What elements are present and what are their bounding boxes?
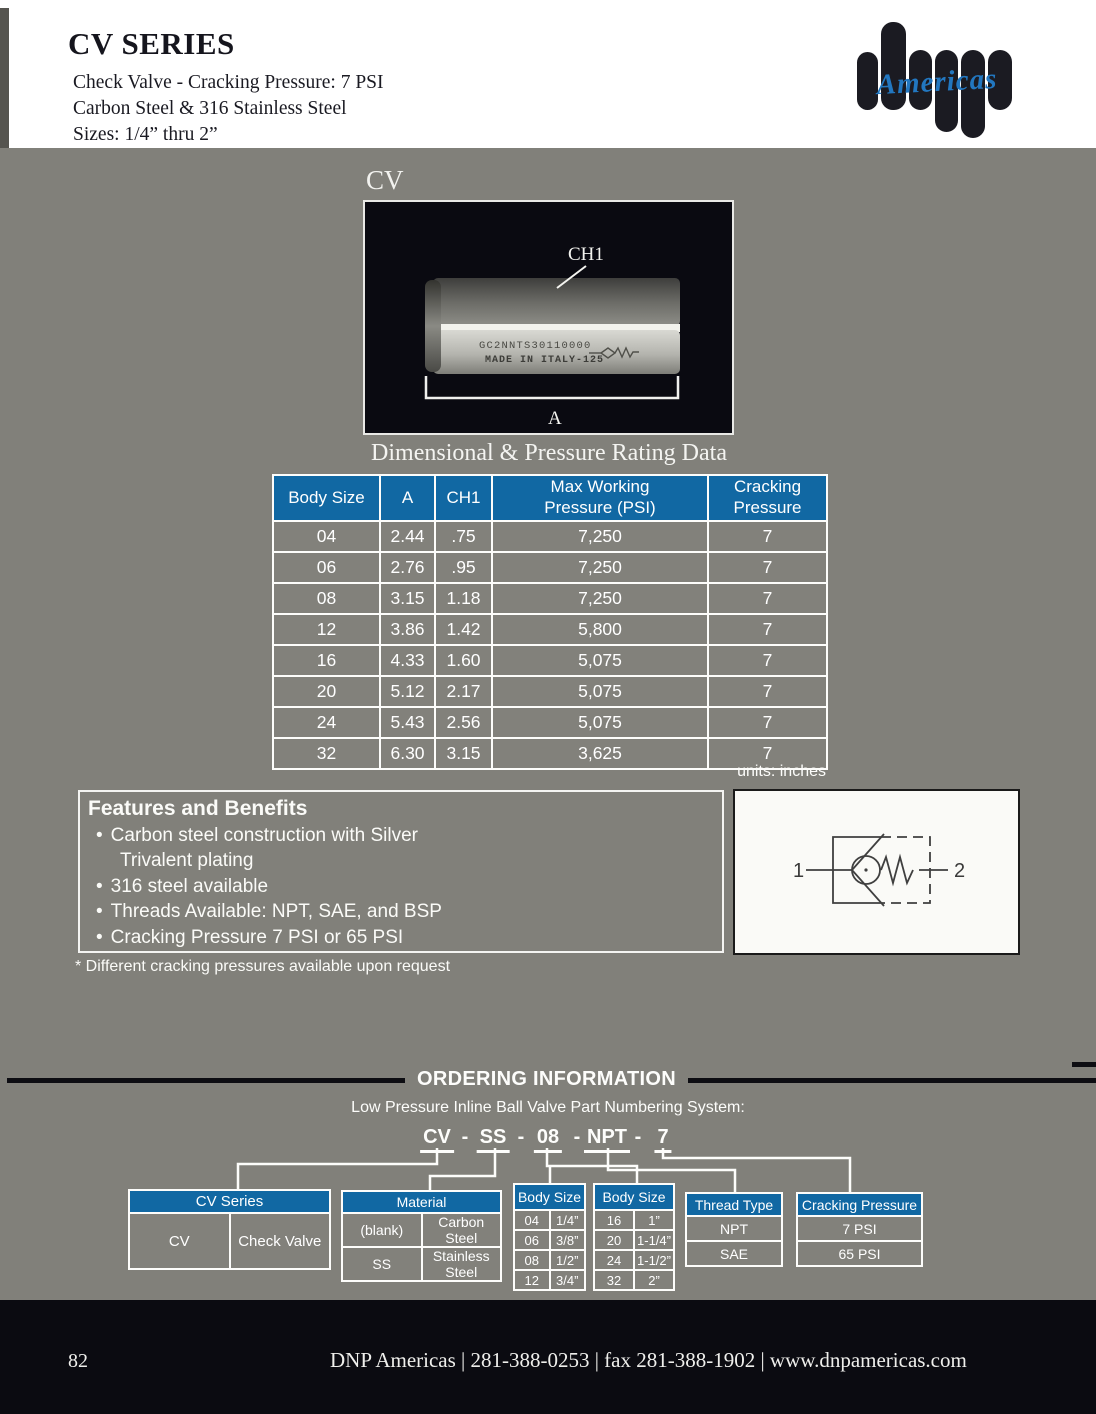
valve-photo-graphic bbox=[365, 202, 732, 433]
cell: 7 bbox=[708, 676, 827, 707]
cv-series-table bbox=[128, 1189, 331, 1270]
cell: 1/2” bbox=[550, 1250, 586, 1270]
cell: 1.42 bbox=[435, 614, 492, 645]
cell: 7 bbox=[708, 583, 827, 614]
cracking-pressure-table bbox=[796, 1192, 923, 1267]
cell: .75 bbox=[435, 521, 492, 552]
cell: (blank) bbox=[342, 1213, 422, 1247]
engraving-origin: MADE IN ITALY-125 bbox=[485, 355, 605, 366]
callout-ch1-label: CH1 bbox=[568, 244, 604, 265]
cell: NPT bbox=[686, 1216, 782, 1241]
schematic-port1-label: 1 bbox=[793, 860, 805, 882]
body-size-table-1 bbox=[513, 1183, 586, 1291]
feature-item: • 316 steel available bbox=[96, 875, 269, 897]
feature-item: • Carbon steel construction with Silver bbox=[96, 825, 418, 846]
table-row bbox=[273, 552, 827, 583]
cell: 3.15 bbox=[380, 583, 435, 614]
schematic-box bbox=[733, 789, 1020, 955]
dimension-bracket bbox=[426, 376, 678, 398]
subtitle-line-2: Carbon Steel & 316 Stainless Steel bbox=[73, 98, 347, 119]
cell: 7 bbox=[708, 645, 827, 676]
cell: 24 bbox=[273, 707, 380, 738]
cell: 7 bbox=[708, 738, 827, 769]
cell: 5,075 bbox=[492, 645, 708, 676]
engraving-part-number: GC2NNTS30110000 bbox=[479, 340, 592, 352]
table-row bbox=[273, 521, 827, 552]
cell: 04 bbox=[273, 521, 380, 552]
cell: 5.43 bbox=[380, 707, 435, 738]
cracking-pressure-footnote: * Different cracking pressures available upon request bbox=[75, 958, 451, 975]
table-row bbox=[273, 583, 827, 614]
cv-series-code: CV bbox=[129, 1213, 230, 1269]
part-segment-thread: NPT bbox=[584, 1126, 630, 1153]
subtitle-line-1: Check Valve - Cracking Pressure: 7 PSI bbox=[73, 72, 384, 93]
product-photo bbox=[363, 200, 734, 435]
cell: Stainless Steel bbox=[422, 1247, 502, 1281]
bullet-icon: • bbox=[96, 875, 103, 897]
cell: 2.56 bbox=[435, 707, 492, 738]
thread-type-table bbox=[685, 1192, 783, 1267]
part-segment-size: 08 bbox=[534, 1126, 562, 1153]
cell: 1.18 bbox=[435, 583, 492, 614]
body-size-header: Body Size bbox=[514, 1184, 585, 1210]
cell: 7 PSI bbox=[797, 1216, 922, 1241]
col-header-body-size: Body Size bbox=[273, 475, 380, 521]
divider-dash bbox=[1072, 1062, 1096, 1067]
part-segment-cracking: 7 bbox=[654, 1126, 671, 1153]
dim-table-title: Dimensional & Pressure Rating Data bbox=[371, 440, 727, 466]
cell: 12 bbox=[514, 1270, 550, 1290]
logo-americas-text: Americas bbox=[875, 62, 999, 102]
bullet-icon: • bbox=[96, 926, 103, 948]
material-header: Material bbox=[342, 1191, 501, 1213]
dimension-pressure-table bbox=[272, 474, 828, 770]
bullet-icon: • bbox=[96, 825, 103, 846]
cell: 06 bbox=[514, 1230, 550, 1250]
col-header-cracking: Cracking Pressure bbox=[708, 475, 827, 521]
cell: 1.60 bbox=[435, 645, 492, 676]
table-header-row bbox=[273, 475, 827, 521]
cell: 16 bbox=[594, 1210, 634, 1230]
page-edge-strip bbox=[0, 8, 9, 148]
cell: Carbon Steel bbox=[422, 1213, 502, 1247]
cell: 3/4” bbox=[550, 1270, 586, 1290]
cell: 3.15 bbox=[435, 738, 492, 769]
cell: 1/4” bbox=[550, 1210, 586, 1230]
table-row bbox=[273, 676, 827, 707]
body-size-table-2 bbox=[593, 1183, 675, 1291]
feature-item: • Threads Available: NPT, SAE, and BSP bbox=[96, 901, 442, 923]
ordering-heading: ORDERING INFORMATION bbox=[417, 1068, 676, 1090]
divider-bar-right bbox=[688, 1078, 1096, 1083]
cell: 5,075 bbox=[492, 676, 708, 707]
cell: 5,800 bbox=[492, 614, 708, 645]
cell: 7,250 bbox=[492, 521, 708, 552]
cell: 7 bbox=[708, 614, 827, 645]
thread-type-header: Thread Type bbox=[686, 1193, 782, 1216]
bullet-icon: • bbox=[96, 901, 103, 923]
cell: 32 bbox=[594, 1270, 634, 1290]
page-title: CV SERIES bbox=[68, 26, 235, 61]
cell: 32 bbox=[273, 738, 380, 769]
product-series-label: CV bbox=[366, 165, 404, 195]
cell: 16 bbox=[273, 645, 380, 676]
cell: 08 bbox=[273, 583, 380, 614]
col-header-max-working: Max Working Pressure (PSI) bbox=[492, 475, 708, 521]
page-number: 82 bbox=[68, 1350, 88, 1372]
part-segment-material: SS bbox=[477, 1126, 510, 1153]
cell: 7 bbox=[708, 521, 827, 552]
cell: 24 bbox=[594, 1250, 634, 1270]
cell: 2.44 bbox=[380, 521, 435, 552]
cell: 3/8” bbox=[550, 1230, 586, 1250]
cell: 7,250 bbox=[492, 583, 708, 614]
cv-series-header: CV Series bbox=[129, 1190, 330, 1213]
part-separator: - bbox=[517, 1126, 525, 1148]
subtitle-line-3: Sizes: 1/4” thru 2” bbox=[73, 124, 218, 145]
cell: .95 bbox=[435, 552, 492, 583]
cell: 5,075 bbox=[492, 707, 708, 738]
cell: 20 bbox=[273, 676, 380, 707]
part-separator: - bbox=[573, 1126, 581, 1148]
cell: SS bbox=[342, 1247, 422, 1281]
footer-contact-info: DNP Americas | 281-388-0253 | fax 281-388-1902 | www.dnpamericas.com bbox=[330, 1348, 967, 1372]
cell: 2” bbox=[634, 1270, 674, 1290]
schematic-port2-label: 2 bbox=[954, 860, 966, 882]
cell: 2.17 bbox=[435, 676, 492, 707]
cell: 20 bbox=[594, 1230, 634, 1250]
features-box bbox=[78, 790, 724, 953]
cell: 06 bbox=[273, 552, 380, 583]
cell: 7,250 bbox=[492, 552, 708, 583]
feature-item-continued: Trivalent plating bbox=[120, 850, 254, 872]
features-title: Features and Benefits bbox=[88, 797, 308, 820]
check-valve-schematic bbox=[735, 791, 1018, 953]
cracking-pressure-header: Cracking Pressure bbox=[797, 1193, 922, 1216]
cell: 7 bbox=[708, 707, 827, 738]
part-separator: - bbox=[461, 1126, 469, 1148]
cell: 6.30 bbox=[380, 738, 435, 769]
cell: 5.12 bbox=[380, 676, 435, 707]
cell: 08 bbox=[514, 1250, 550, 1270]
col-header-ch1: CH1 bbox=[435, 475, 492, 521]
material-table bbox=[341, 1190, 502, 1282]
cv-series-desc: Check Valve bbox=[230, 1213, 331, 1269]
table-row bbox=[273, 614, 827, 645]
cell: SAE bbox=[686, 1241, 782, 1266]
cell: 12 bbox=[273, 614, 380, 645]
cell: 7 bbox=[708, 552, 827, 583]
part-separator: - bbox=[634, 1126, 642, 1148]
dimension-a-label: A bbox=[548, 408, 562, 429]
cell: 1-1/4” bbox=[634, 1230, 674, 1250]
ordering-subtitle: Low Pressure Inline Ball Valve Part Numbering System: bbox=[351, 1099, 745, 1116]
cell: 3.86 bbox=[380, 614, 435, 645]
cell: 1-1/2” bbox=[634, 1250, 674, 1270]
divider-bar-left bbox=[7, 1078, 405, 1083]
col-header-a: A bbox=[380, 475, 435, 521]
body-size-header: Body Size bbox=[594, 1184, 674, 1210]
cell: 3,625 bbox=[492, 738, 708, 769]
cell: 2.76 bbox=[380, 552, 435, 583]
cell: 4.33 bbox=[380, 645, 435, 676]
feature-item: • Cracking Pressure 7 PSI or 65 PSI bbox=[96, 926, 404, 948]
cell: 1” bbox=[634, 1210, 674, 1230]
units-note: units: inches bbox=[737, 763, 826, 780]
table-row bbox=[273, 707, 827, 738]
table-row bbox=[273, 645, 827, 676]
cell: 04 bbox=[514, 1210, 550, 1230]
part-segment-series: CV bbox=[420, 1126, 454, 1153]
cell: 65 PSI bbox=[797, 1241, 922, 1266]
